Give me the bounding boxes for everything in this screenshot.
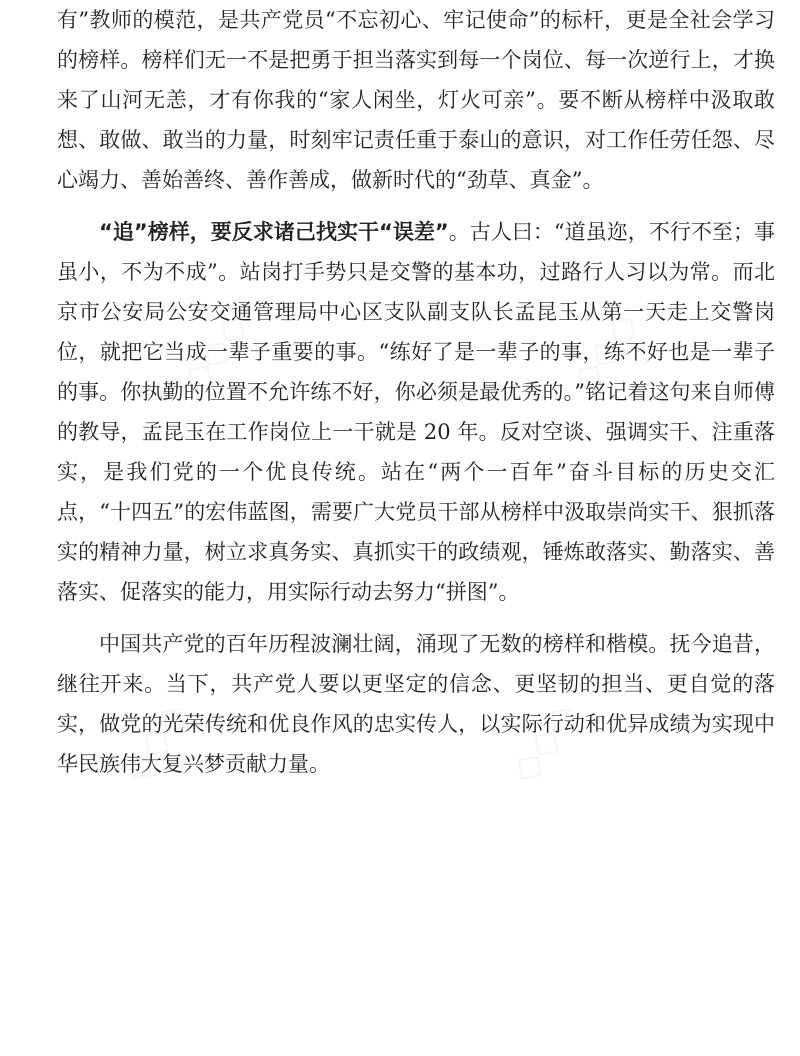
paragraph-2-lead: “追”榜样，要反求诸己找实干“误差” [99,220,449,244]
paragraph-1 [57,0,775,200]
paragraph-2 [57,212,775,612]
paragraph-1-text: 有”教师的模范，是共产党员“不忘初心、牢记使命”的标杆，更是全社会学习的榜样。榜样们无一不是把勇于担当落实到每一个岗位、每一次逆行上，才换来了山河无恙，才有你我的“家人闲坐，灯火可亲”。要不断从榜样中汲取敢想、敢做、敢当的力量，时刻牢记责任重于泰山的意识，对工作任劳任怨、尽心竭力、善始善终、善作善成，做新时代的“劲草、真金”。 [57,8,775,192]
paragraph-3-text: 中国共产党的百年历程波澜壮阔，涌现了无数的榜样和楷模。抚今追昔，继往开来。当下，共产党人要以更坚定的信念、更坚韧的担当、更自觉的落实，做党的光荣传统和优良作风的忠实传人，以实际行动和优异成绩为实现中华民族伟大复兴梦贡献力量。 [57,632,775,776]
paragraph-2-text: 。古人曰：“道虽迩，不行不至；事虽小，不为不成”。站岗打手势只是交警的基本功，过路行人习以为常。而北京市公安局公安交通管理局中心区支队副支队长孟昆玉从第一天走上交警岗位，就把它当成一辈子重要的事。“练好了是一辈子的事，练不好也是一辈子的事。你执勤的位置不允许练不好，你必须是最优秀的。”铭记着这句来自师傅的教导，孟昆玉在工作岗位上一干就是 20 年。反对空谈、强调实干、注重落实，是我们党的一个优良传统。站在“两个一百年”奋斗目标的历史交汇点，“十四五”的宏伟蓝图，需要广大党员干部从榜样中汲取崇尚实干、狠抓落实的精神力量，树立求真务实、真抓实干的政绩观，锤炼敢落实、勤落实、善落实、促落实的能力，用实际行动去努力“拼图”。 [57,220,775,604]
document-body [57,0,775,784]
paragraph-3 [57,624,775,784]
